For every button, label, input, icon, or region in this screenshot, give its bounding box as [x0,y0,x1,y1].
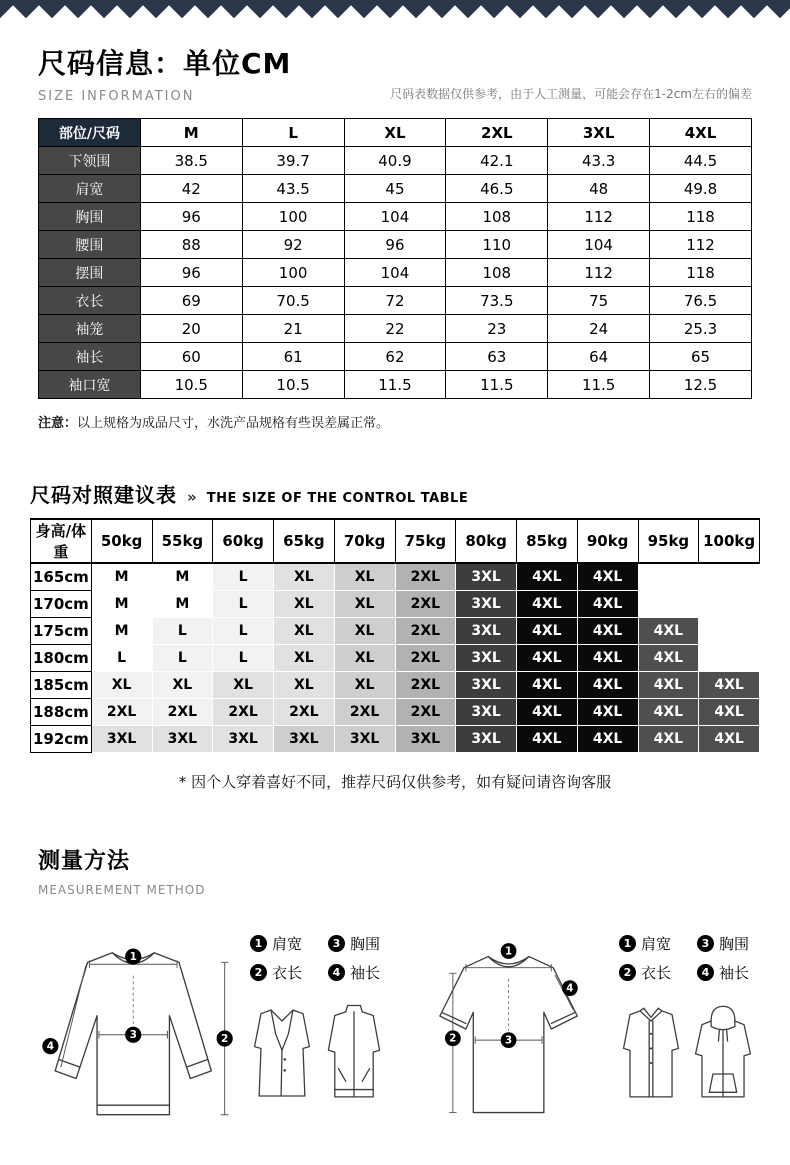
size-table [38,118,752,399]
size-table-cell: 43.3 [548,147,650,175]
note-text: 以上规格为成品尺寸，水洗产品规格有些误差属正常。 [77,416,390,431]
size-table-cell: 39.7 [242,147,344,175]
size-table-row-label: 胸围 [39,203,141,231]
control-table-row [31,617,760,644]
size-table-cell: 88 [140,231,242,259]
size-table-row [39,175,752,203]
size-table-cell: 75 [548,287,650,315]
size-table-col-header: 4XL [650,119,752,147]
size-table-cell: 76.5 [650,287,752,315]
legend-group-1 [250,923,400,1107]
control-table-cell: 4XL [577,563,638,590]
size-table-cell: 21 [242,315,344,343]
control-table-row-label: 185cm [31,671,92,698]
control-table-cell: L [213,644,274,671]
size-table-cell: 61 [242,343,344,371]
control-table-title: 尺码对照建议表 [30,483,177,507]
size-table-cell: 72 [344,287,446,315]
size-table-row-label: 下领围 [39,147,141,175]
svg-text:4: 4 [46,1039,55,1052]
control-table-cell: M [152,563,213,590]
control-table-col-header: 85kg [517,519,578,563]
control-table-cell: 3XL [213,725,274,752]
shoulder-badge [501,943,517,959]
size-table-cell: 96 [140,259,242,287]
control-table-cell: 4XL [577,671,638,698]
legend-label: 衣长 [641,963,672,982]
control-table-cell: XL [274,617,335,644]
size-table-cell: 110 [446,231,548,259]
length-badge [445,1030,461,1046]
chevron-right-icon: » [187,488,197,506]
sweatshirt-diagram [38,923,238,1135]
size-table-cell: 48 [548,175,650,203]
control-table-cell: XL [274,590,335,617]
legend-item [697,933,769,954]
control-table-cell: XL [91,671,152,698]
control-table-cell [638,563,699,590]
control-table-cell: 3XL [395,725,456,752]
size-table-cell: 118 [650,259,752,287]
control-table-cell: L [213,590,274,617]
measure-legend [619,933,769,983]
size-table-cell: 96 [140,203,242,231]
control-table-cell: M [152,590,213,617]
dress-shirt-icon [619,999,683,1107]
svg-text:3: 3 [129,1028,137,1041]
svg-text:1: 1 [129,950,137,963]
size-table-corner-cell: 部位/尺码 [39,119,141,147]
legend-label: 胸围 [719,934,750,953]
size-table-cell: 11.5 [446,371,548,399]
control-table-corner-cell: 身高/体重 [31,519,92,563]
control-table-cell: 2XL [395,698,456,725]
control-table-cell: 4XL [577,617,638,644]
control-table-row-label: 180cm [31,644,92,671]
hoodie-icon [691,999,755,1107]
control-table-cell: 4XL [517,671,578,698]
size-table-cell: 22 [344,315,446,343]
size-info-section [0,18,790,104]
svg-text:2: 2 [449,1033,457,1045]
control-table-cell: 3XL [456,698,517,725]
control-table-cell: 3XL [91,725,152,752]
control-table-cell: 3XL [456,644,517,671]
control-table-cell: 4XL [699,671,760,698]
size-table-row [39,147,752,175]
size-info-heading [38,42,291,104]
size-table-cell: 44.5 [650,147,752,175]
control-table-cell: 3XL [456,671,517,698]
size-table-cell: 112 [548,259,650,287]
legend-label: 肩宽 [272,934,303,953]
measurement-diagrams [38,923,790,1135]
legend-number-badge: 2 [250,964,267,981]
size-table-cell: 10.5 [140,371,242,399]
control-table-cell: 4XL [638,725,699,752]
legend-label: 袖长 [350,963,381,982]
size-table-cell: 63 [446,343,548,371]
control-table-cell: XL [334,590,395,617]
control-table-cell: M [91,590,152,617]
control-table-row [31,698,760,725]
chest-badge [125,1026,141,1042]
sleeve-badge [42,1038,58,1054]
control-table-cell: XL [334,671,395,698]
control-table-cell: 2XL [395,563,456,590]
control-table-body [31,563,760,752]
legend-item [619,933,691,954]
size-table-row [39,259,752,287]
size-table-cell: 64 [548,343,650,371]
size-table-cell: 10.5 [242,371,344,399]
legend-item [697,962,769,983]
size-table-cell: 60 [140,343,242,371]
legend-item [328,933,400,954]
size-table-cell: 96 [344,231,446,259]
size-table-cell: 45 [344,175,446,203]
control-table-cell: 4XL [517,644,578,671]
legend-number-badge: 1 [619,935,636,952]
control-table-cell: 4XL [638,698,699,725]
note-label: 注意： [38,416,78,431]
measure-legend [250,933,400,983]
size-table-row-label: 肩宽 [39,175,141,203]
size-table-col-header: 3XL [548,119,650,147]
control-table-col-header: 100kg [699,519,760,563]
control-table-cell: 3XL [456,617,517,644]
control-table-cell: XL [152,671,213,698]
control-table-cell: 4XL [699,725,760,752]
control-table-col-header: 65kg [274,519,335,563]
control-table-cell: L [152,617,213,644]
control-table-cell: 4XL [577,698,638,725]
size-table-cell: 118 [650,203,752,231]
legend-item [619,962,691,983]
size-table-row-label: 摆围 [39,259,141,287]
control-table [30,518,760,753]
size-table-row-label: 腰围 [39,231,141,259]
sleeve-badge [562,980,578,996]
size-table-cell: 65 [650,343,752,371]
control-table-col-header: 75kg [395,519,456,563]
control-table-col-header: 90kg [577,519,638,563]
size-table-cell: 73.5 [446,287,548,315]
size-table-cell: 69 [140,287,242,315]
control-table-cell: 4XL [638,617,699,644]
size-table-row [39,343,752,371]
control-table-row-label: 188cm [31,698,92,725]
control-table-row [31,644,760,671]
legend-group-2 [619,923,769,1107]
size-table-cell: 12.5 [650,371,752,399]
page-subtitle: SIZE INFORMATION [38,89,195,104]
size-table-col-header: L [242,119,344,147]
size-table-cell: 108 [446,203,548,231]
blazer-icon [250,999,314,1107]
page-title: 尺码信息：单位CM [38,47,292,80]
size-table-cell: 38.5 [140,147,242,175]
legend-label: 袖长 [719,963,750,982]
control-table-row-label: 165cm [31,563,92,590]
svg-text:2: 2 [221,1032,229,1045]
size-disclaimer: 尺码表数据仅供参考，由于人工测量，可能会存在1-2cm左右的偏差 [390,87,752,101]
size-table-cell: 11.5 [548,371,650,399]
control-table-cell [699,590,760,617]
size-table-cell: 42.1 [446,147,548,175]
control-table-col-header: 80kg [456,519,517,563]
control-table-cell: 2XL [395,617,456,644]
control-table-col-header: 60kg [213,519,274,563]
size-table-body [39,147,752,399]
legend-number-badge: 4 [697,964,714,981]
size-table-row-label: 袖长 [39,343,141,371]
legend-number-badge: 1 [250,935,267,952]
control-table-cell: 4XL [638,671,699,698]
size-table-cell: 46.5 [446,175,548,203]
control-table-cell: L [91,644,152,671]
legend-item [250,933,322,954]
legend-label: 肩宽 [641,934,672,953]
size-table-row [39,371,752,399]
control-table-cell: 3XL [274,725,335,752]
control-table-cell: XL [213,671,274,698]
control-table-cell: 4XL [517,725,578,752]
control-table-cell: 4XL [517,698,578,725]
size-table-cell: 92 [242,231,344,259]
measurement-subtitle: MEASUREMENT METHOD [38,882,206,897]
size-table-cell: 70.5 [242,287,344,315]
control-table-cell: L [152,644,213,671]
control-table-cell: M [91,617,152,644]
svg-text:4: 4 [566,982,574,994]
control-table-cell: 3XL [456,725,517,752]
control-table-cell [638,590,699,617]
control-table-cell: 2XL [274,698,335,725]
control-table-cell: 4XL [577,590,638,617]
control-table-cell: XL [274,671,335,698]
size-table-row [39,231,752,259]
control-table-row [31,590,760,617]
control-table-col-header: 95kg [638,519,699,563]
size-table-cell: 42 [140,175,242,203]
size-table-col-header: 2XL [446,119,548,147]
size-table-cell: 43.5 [242,175,344,203]
legend-label: 胸围 [350,934,381,953]
size-table-cell: 62 [344,343,446,371]
control-table-cell: XL [334,563,395,590]
control-table-cell: 2XL [395,671,456,698]
size-table-cell: 11.5 [344,371,446,399]
size-table-row [39,287,752,315]
tshirt-diagram [412,923,607,1135]
control-table-cell [699,644,760,671]
zigzag-top-border [0,0,790,18]
control-table-cell: 2XL [91,698,152,725]
control-table-row-label: 170cm [31,590,92,617]
control-table-cell: 4XL [517,617,578,644]
control-table-cell: 4XL [517,590,578,617]
size-table-cell: 108 [446,259,548,287]
control-table-cell: 4XL [699,698,760,725]
control-table-cell: 3XL [152,725,213,752]
control-table-row-label: 192cm [31,725,92,752]
control-table-cell [699,617,760,644]
size-table-col-header: M [140,119,242,147]
legend-number-badge: 4 [328,964,345,981]
size-table-row [39,315,752,343]
control-table-col-header: 55kg [152,519,213,563]
control-table-cell: XL [274,644,335,671]
legend-item [250,962,322,983]
control-table-cell: XL [274,563,335,590]
size-table-cell: 40.9 [344,147,446,175]
legend-item [328,962,400,983]
size-table-cell: 25.3 [650,315,752,343]
control-table-cell: XL [334,617,395,644]
control-table-cell: M [91,563,152,590]
legend-label: 衣长 [272,963,303,982]
control-table-col-header: 70kg [334,519,395,563]
size-table-cell: 20 [140,315,242,343]
measurement-section [38,844,752,897]
size-table-cell: 104 [344,203,446,231]
size-table-cell: 100 [242,259,344,287]
control-table-cell: 2XL [152,698,213,725]
measurement-title: 测量方法 [38,848,131,874]
control-table-cell [699,563,760,590]
control-table-cell: 3XL [334,725,395,752]
size-table-cell: 112 [548,203,650,231]
control-table-header-row [31,519,760,563]
control-table-cell: L [213,563,274,590]
control-table-cell: 3XL [456,563,517,590]
chest-badge [501,1032,517,1048]
svg-text:1: 1 [505,945,513,957]
size-table-row-label: 衣长 [39,287,141,315]
size-table-row-label: 袖笼 [39,315,141,343]
control-table-heading [30,479,752,508]
control-table-footnote: * 因个人穿着喜好不同，推荐尺码仅供参考，如有疑问请咨询客服 [178,772,612,791]
zip-jacket-icon [322,999,386,1107]
legend-number-badge: 2 [619,964,636,981]
control-table-cell: 2XL [395,644,456,671]
shoulder-badge [125,948,141,964]
size-table-cell: 24 [548,315,650,343]
legend-number-badge: 3 [328,935,345,952]
size-table-note [38,412,752,431]
control-table-cell: XL [334,644,395,671]
control-table-cell: 4XL [638,644,699,671]
control-table-col-header: 50kg [91,519,152,563]
size-table-col-header: XL [344,119,446,147]
control-table-cell: 4XL [577,644,638,671]
legend-number-badge: 3 [697,935,714,952]
length-badge [217,1030,233,1046]
control-table-subtitle: THE SIZE OF THE CONTROL TABLE [206,491,469,506]
control-table-cell: 4XL [517,563,578,590]
control-table-cell: 3XL [456,590,517,617]
control-table-cell: L [213,617,274,644]
control-table-row [31,563,760,590]
control-table-row-label: 175cm [31,617,92,644]
size-table-cell: 23 [446,315,548,343]
control-table-cell: 4XL [577,725,638,752]
control-table-cell: 2XL [334,698,395,725]
size-table-cell: 112 [650,231,752,259]
size-table-header-row [39,119,752,147]
size-table-row [39,203,752,231]
control-table-row [31,725,760,752]
size-table-cell: 104 [344,259,446,287]
size-table-row-label: 袖口宽 [39,371,141,399]
control-table-cell: 2XL [213,698,274,725]
svg-text:3: 3 [505,1034,513,1046]
control-table-row [31,671,760,698]
size-table-cell: 49.8 [650,175,752,203]
size-table-cell: 100 [242,203,344,231]
control-table-cell: 2XL [395,590,456,617]
size-table-cell: 104 [548,231,650,259]
